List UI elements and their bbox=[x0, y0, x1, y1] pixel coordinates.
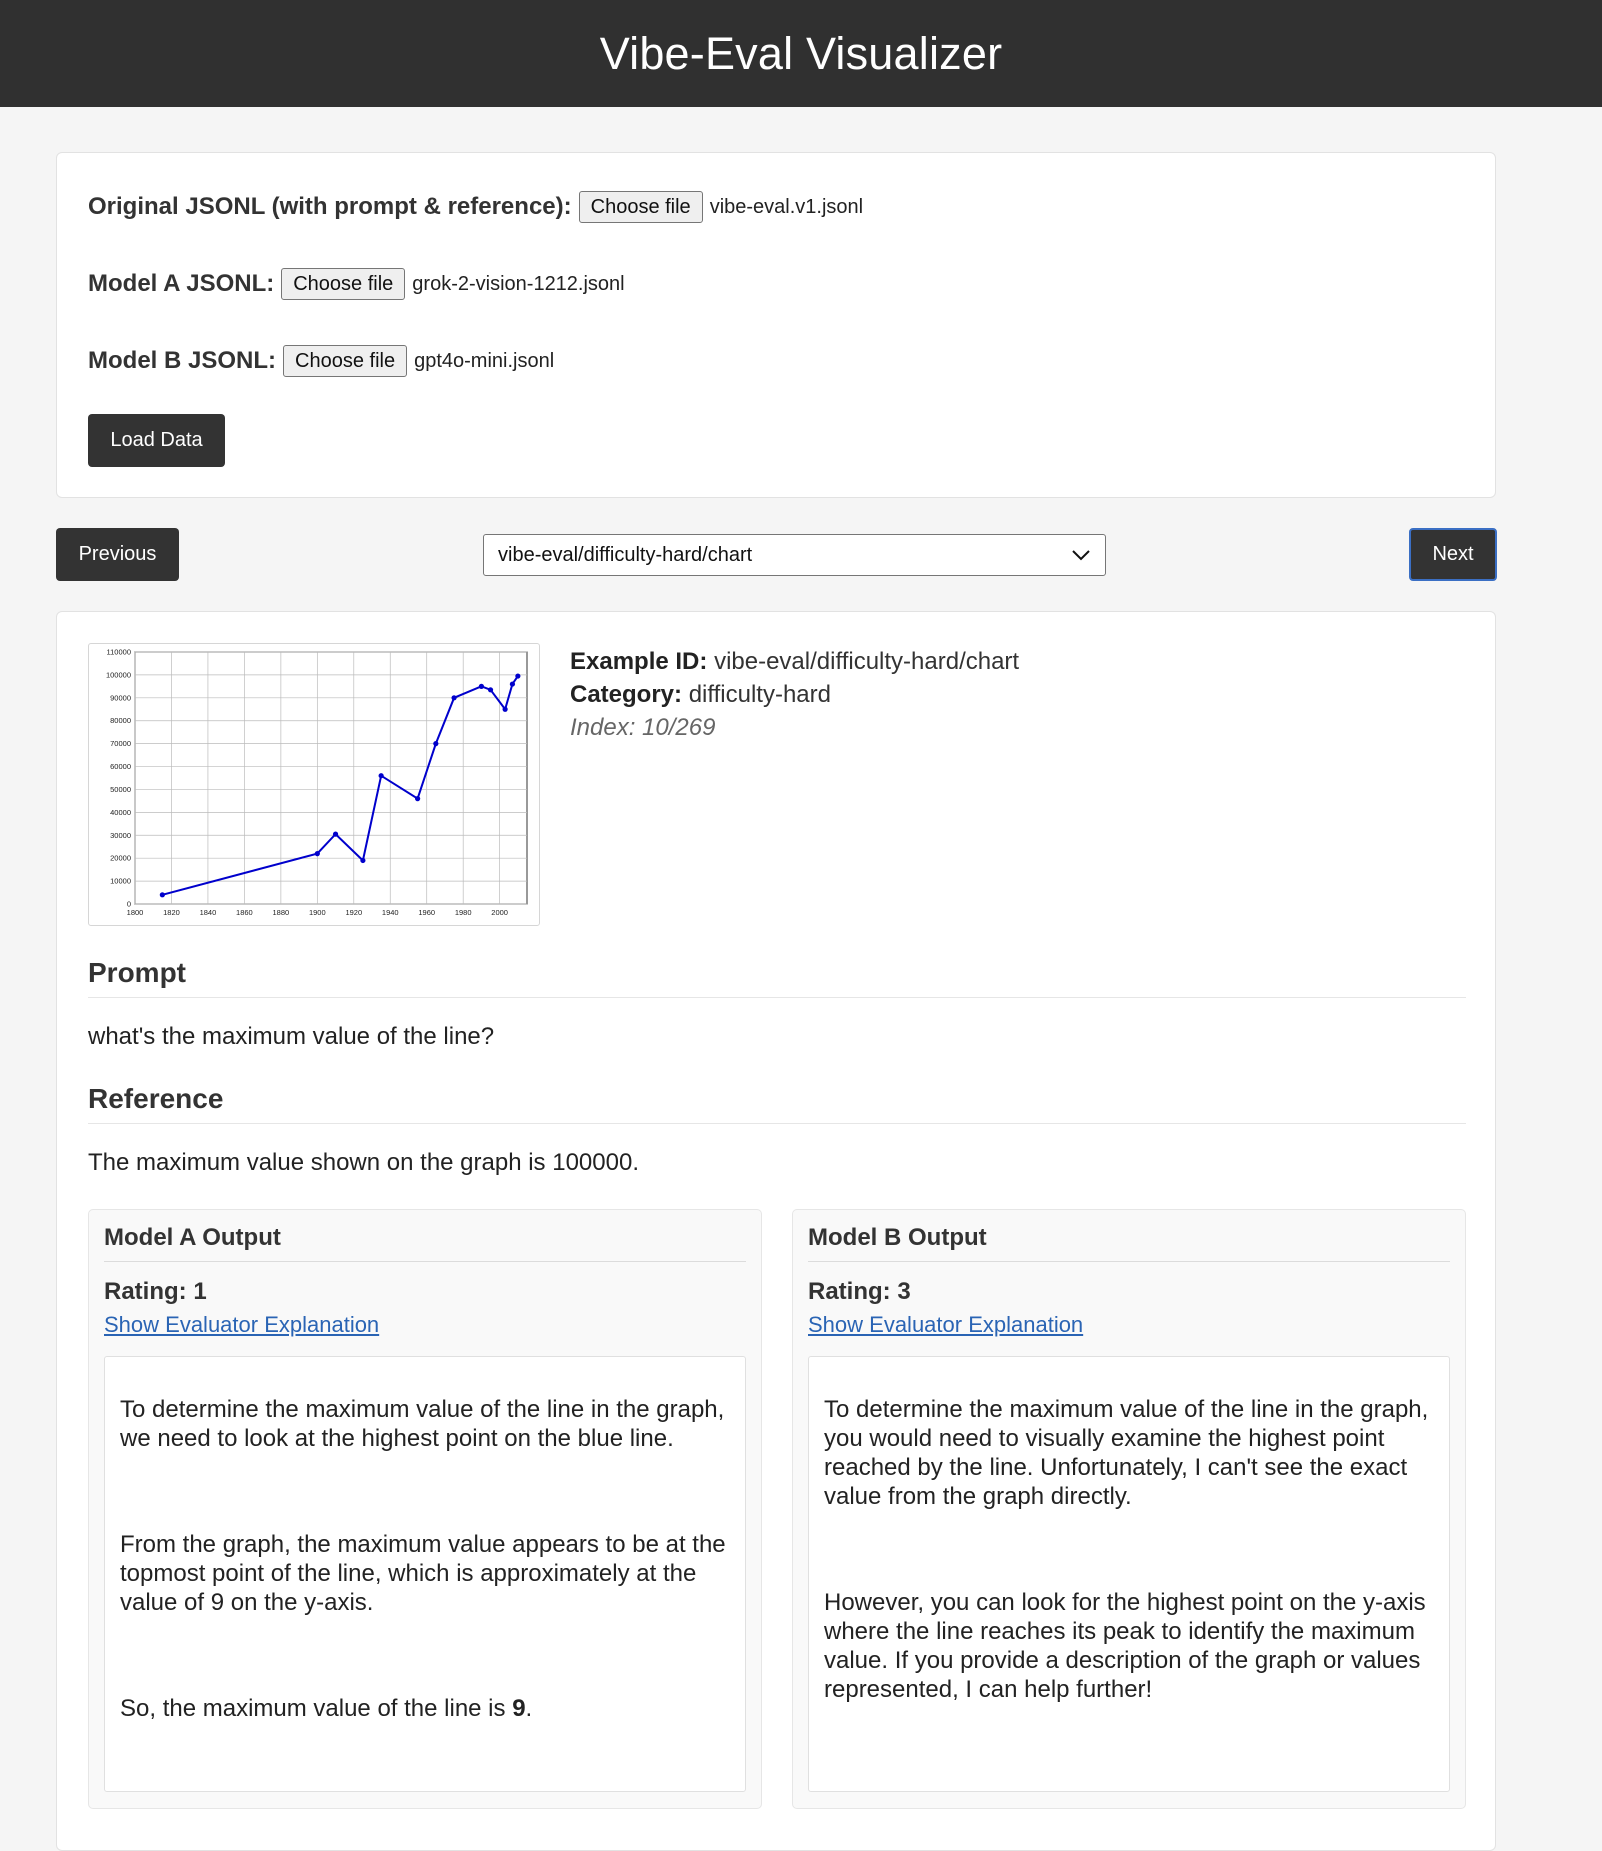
x-tick-label: 1800 bbox=[126, 908, 144, 917]
data-point bbox=[503, 707, 508, 712]
next-button[interactable]: Next bbox=[1409, 528, 1497, 581]
y-tick-label: 100000 bbox=[105, 670, 131, 680]
model-b-paragraph: To determine the maximum value of the line in the graph, you would need to visually examine the highest point reached by the line. Unfortunately, I can't see the exact value from the graph directly. bbox=[824, 1396, 1429, 1510]
y-tick-label: 50000 bbox=[110, 784, 131, 794]
x-tick-label: 1900 bbox=[308, 908, 326, 917]
model-a-conclusion bbox=[120, 1694, 730, 1723]
x-tick-label: 1860 bbox=[236, 908, 253, 917]
x-tick-label: 1880 bbox=[272, 908, 290, 917]
model-a-rating: Rating: 1 bbox=[104, 1278, 207, 1305]
model-a-jsonl-choose-button[interactable]: Choose file bbox=[281, 268, 405, 300]
prompt-text: what's the maximum value of the line? bbox=[88, 1023, 495, 1050]
model-a-jsonl-row bbox=[88, 268, 625, 300]
example-image bbox=[88, 643, 540, 926]
y-tick-label: 30000 bbox=[110, 830, 131, 840]
data-point bbox=[360, 858, 365, 863]
model-a-jsonl-label: Model A JSONL: bbox=[88, 270, 275, 297]
data-point bbox=[433, 741, 438, 746]
category-value: difficulty-hard bbox=[688, 681, 831, 708]
prompt-heading: Prompt bbox=[88, 957, 1466, 998]
x-tick-label: 1840 bbox=[199, 908, 217, 917]
data-point bbox=[510, 681, 515, 686]
y-tick-label: 60000 bbox=[110, 762, 131, 772]
model-b-paragraph: However, you can look for the highest point on the y-axis where the line reaches its peak to identify the maximum value. If you provide a description of the graph or values represented, I can help further! bbox=[824, 1589, 1426, 1703]
x-tick-label: 1920 bbox=[345, 908, 363, 917]
model-a-conclusion-value: 9 bbox=[512, 1695, 526, 1722]
model-a-jsonl-filename: grok-2-vision-1212.jsonl bbox=[412, 272, 625, 295]
model-a-response bbox=[104, 1356, 746, 1792]
data-point bbox=[515, 673, 520, 678]
chevron-down-icon bbox=[1071, 548, 1091, 562]
original-jsonl-choose-button[interactable]: Choose file bbox=[579, 191, 703, 223]
x-tick-label: 1960 bbox=[418, 908, 436, 917]
example-id-label: Example ID: bbox=[570, 648, 708, 675]
reference-heading: Reference bbox=[88, 1083, 1466, 1124]
original-jsonl-row bbox=[88, 191, 863, 223]
data-point bbox=[315, 851, 320, 856]
x-tick-label: 2000 bbox=[491, 908, 508, 917]
y-tick-label: 110000 bbox=[106, 647, 131, 657]
model-b-output-card bbox=[792, 1209, 1466, 1809]
data-point bbox=[488, 687, 493, 692]
model-b-rating: Rating: 3 bbox=[808, 1278, 911, 1305]
model-a-conclusion-text: So, the maximum value of the line is bbox=[120, 1695, 513, 1722]
y-tick-label: 90000 bbox=[110, 693, 131, 703]
previous-button[interactable]: Previous bbox=[56, 528, 179, 581]
model-b-jsonl-row bbox=[88, 345, 554, 377]
y-tick-label: 20000 bbox=[110, 853, 131, 863]
example-select[interactable] bbox=[483, 534, 1106, 576]
model-a-output-card bbox=[88, 1209, 762, 1809]
y-tick-label: 0 bbox=[126, 899, 131, 909]
y-tick-label: 80000 bbox=[110, 716, 131, 726]
data-point bbox=[160, 892, 165, 897]
model-b-jsonl-filename: gpt4o-mini.jsonl bbox=[414, 349, 555, 372]
original-jsonl-label: Original JSONL (with prompt & reference): bbox=[88, 193, 572, 220]
model-b-response bbox=[808, 1356, 1450, 1792]
example-id-value: vibe-eval/difficulty-hard/chart bbox=[714, 648, 1020, 675]
data-point bbox=[379, 773, 384, 778]
original-jsonl-filename: vibe-eval.v1.jsonl bbox=[709, 195, 864, 218]
model-a-output-title: Model A Output bbox=[104, 1224, 746, 1262]
data-point bbox=[479, 684, 484, 689]
load-data-button[interactable]: Load Data bbox=[88, 414, 225, 467]
model-b-jsonl-choose-button[interactable]: Choose file bbox=[283, 345, 407, 377]
app-header bbox=[0, 0, 1602, 107]
example-index: Index: 10/269 bbox=[570, 714, 716, 741]
data-point bbox=[333, 832, 338, 837]
y-tick-label: 70000 bbox=[110, 739, 131, 749]
app-title: Vibe-Eval Visualizer bbox=[599, 27, 1003, 79]
model-b-jsonl-label: Model B JSONL: bbox=[88, 347, 277, 374]
model-a-conclusion-suffix: . bbox=[525, 1695, 533, 1722]
plot-area bbox=[135, 652, 527, 904]
model-a-paragraph: To determine the maximum value of the line in the graph, we need to look at the highest point on the blue line. bbox=[120, 1396, 725, 1452]
x-tick-label: 1980 bbox=[454, 908, 472, 917]
upload-panel bbox=[56, 152, 1496, 498]
reference-text: The maximum value shown on the graph is 100000. bbox=[88, 1149, 639, 1176]
data-point bbox=[451, 695, 456, 700]
y-tick-label: 10000 bbox=[110, 876, 131, 886]
model-a-show-explanation-link[interactable]: Show Evaluator Explanation bbox=[104, 1312, 380, 1337]
model-b-show-explanation-link[interactable]: Show Evaluator Explanation bbox=[808, 1312, 1084, 1337]
category-label: Category: bbox=[570, 681, 683, 708]
example-panel bbox=[56, 611, 1496, 1851]
example-select-value: vibe-eval/difficulty-hard/chart bbox=[498, 543, 753, 566]
data-point bbox=[415, 796, 420, 801]
model-a-paragraph: From the graph, the maximum value appears to be at the topmost point of the line, which is approximately at the value of 9 on the y-axis. bbox=[120, 1531, 726, 1616]
example-meta bbox=[570, 645, 1019, 744]
model-b-output-title: Model B Output bbox=[808, 1224, 1450, 1262]
x-tick-label: 1940 bbox=[381, 908, 399, 917]
y-tick-label: 40000 bbox=[110, 807, 131, 817]
x-tick-label: 1820 bbox=[163, 908, 180, 917]
line-chart bbox=[89, 644, 539, 925]
